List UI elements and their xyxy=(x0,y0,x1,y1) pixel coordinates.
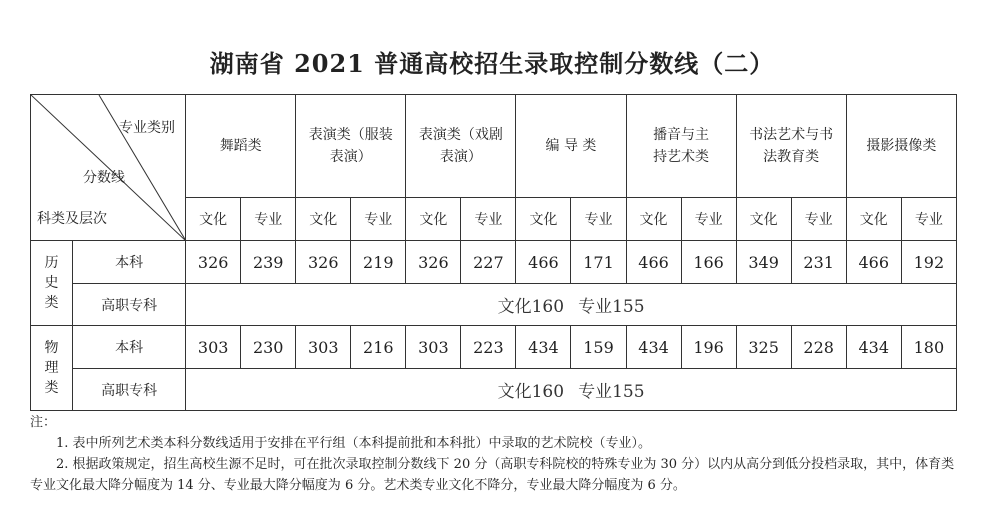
level-label-bachelor: 本科 xyxy=(73,326,186,369)
notes-heading: 注： xyxy=(30,415,57,430)
sub-header-culture: 文化 xyxy=(516,198,571,241)
corner-score-label: 分数线 xyxy=(83,170,125,186)
group-name-physics: 物理类 xyxy=(44,340,59,396)
note-item-1: 1. 表中所列艺术类本科分数线适用于安排在平行组（本科提前批和本科批）中录取的艺术院校（专业）。 xyxy=(56,436,652,451)
score-cell: 349 xyxy=(736,241,791,284)
header-row-categories xyxy=(31,95,957,198)
vocational-score-merged xyxy=(186,369,957,411)
score-cell: 228 xyxy=(791,326,846,369)
score-cell: 180 xyxy=(901,326,956,369)
score-cell: 219 xyxy=(351,241,406,284)
sub-header-culture: 文化 xyxy=(296,198,351,241)
table-row-history-vocational xyxy=(31,284,957,326)
sub-header-culture: 文化 xyxy=(406,198,461,241)
sub-header-culture: 文化 xyxy=(736,198,791,241)
vocational-culture-value: 160 xyxy=(531,297,565,317)
sub-header-major: 专业 xyxy=(241,198,296,241)
sub-header-major: 专业 xyxy=(681,198,736,241)
vocational-culture-label: 文化 xyxy=(497,382,532,402)
score-cell: 303 xyxy=(186,326,241,369)
sub-header-culture: 文化 xyxy=(846,198,901,241)
level-label-vocational: 高职专科 xyxy=(73,284,186,326)
category-header-1: 表演类（服装表演） xyxy=(296,95,406,198)
score-cell: 303 xyxy=(296,326,351,369)
vocational-major-label: 专业 xyxy=(578,382,613,402)
vocational-score-merged xyxy=(186,284,957,326)
score-cell: 434 xyxy=(516,326,571,369)
category-header-0: 舞蹈类 xyxy=(186,95,296,198)
category-header-4: 播音与主持艺术类 xyxy=(626,95,736,198)
sub-header-major: 专业 xyxy=(791,198,846,241)
table-row-physics-vocational xyxy=(31,369,957,411)
score-cell: 227 xyxy=(461,241,516,284)
vocational-culture-label: 文化 xyxy=(497,297,532,317)
score-cell: 326 xyxy=(186,241,241,284)
note-item-2: 2. 根据政策规定，招生高校生源不足时，可在批次录取控制分数线下 20 分（高职专科院校的特殊专业为 30 分）以内从高分到低分投档录取，其中，体育类专业文化最大降分幅度为 14 分、专业最大降分幅度为 6 分。艺术类专业文化不降分，专业最大降分幅度为 6 分。 xyxy=(30,457,955,493)
vocational-culture-value: 160 xyxy=(531,382,565,402)
score-cell: 325 xyxy=(736,326,791,369)
vocational-major-label: 专业 xyxy=(578,297,613,317)
score-cell: 239 xyxy=(241,241,296,284)
sub-header-major: 专业 xyxy=(461,198,516,241)
score-cell: 192 xyxy=(901,241,956,284)
sub-header-major: 专业 xyxy=(571,198,626,241)
category-header-6: 摄影摄像类 xyxy=(846,95,956,198)
category-header-5: 书法艺术与书法教育类 xyxy=(736,95,846,198)
group-name-history: 历史类 xyxy=(44,255,59,311)
category-header-3: 编 导 类 xyxy=(516,95,626,198)
sub-header-culture: 文化 xyxy=(186,198,241,241)
score-cell: 171 xyxy=(571,241,626,284)
group-label-history xyxy=(31,241,73,326)
corner-diagonal-header xyxy=(31,95,186,241)
level-label-vocational: 高职专科 xyxy=(73,369,186,411)
page-title: 湖南省 2021 普通高校招生录取控制分数线（二） xyxy=(209,49,775,78)
table-row-history-bachelor xyxy=(31,241,957,284)
score-cell: 326 xyxy=(406,241,461,284)
level-label-bachelor: 本科 xyxy=(73,241,186,284)
notes-section xyxy=(30,412,960,496)
sub-header-culture: 文化 xyxy=(626,198,681,241)
score-cell: 166 xyxy=(681,241,736,284)
score-cell: 466 xyxy=(846,241,901,284)
table-row-physics-bachelor xyxy=(31,326,957,369)
score-cell: 216 xyxy=(351,326,406,369)
score-cell: 159 xyxy=(571,326,626,369)
group-label-physics xyxy=(31,326,73,411)
score-cell: 326 xyxy=(296,241,351,284)
score-cell: 230 xyxy=(241,326,296,369)
score-cell: 466 xyxy=(626,241,681,284)
sub-header-major: 专业 xyxy=(901,198,956,241)
corner-category-label: 专业类别 xyxy=(119,120,175,136)
vocational-major-value: 155 xyxy=(612,382,645,402)
score-cell: 196 xyxy=(681,326,736,369)
score-table xyxy=(30,94,957,411)
score-cell: 303 xyxy=(406,326,461,369)
score-cell: 223 xyxy=(461,326,516,369)
category-header-2: 表演类（戏剧表演） xyxy=(406,95,516,198)
score-cell: 434 xyxy=(626,326,681,369)
corner-subject-label: 科类及层次 xyxy=(37,211,107,227)
sub-header-major: 专业 xyxy=(351,198,406,241)
score-cell: 231 xyxy=(791,241,846,284)
score-cell: 466 xyxy=(516,241,571,284)
vocational-major-value: 155 xyxy=(612,297,645,317)
score-cell: 434 xyxy=(846,326,901,369)
